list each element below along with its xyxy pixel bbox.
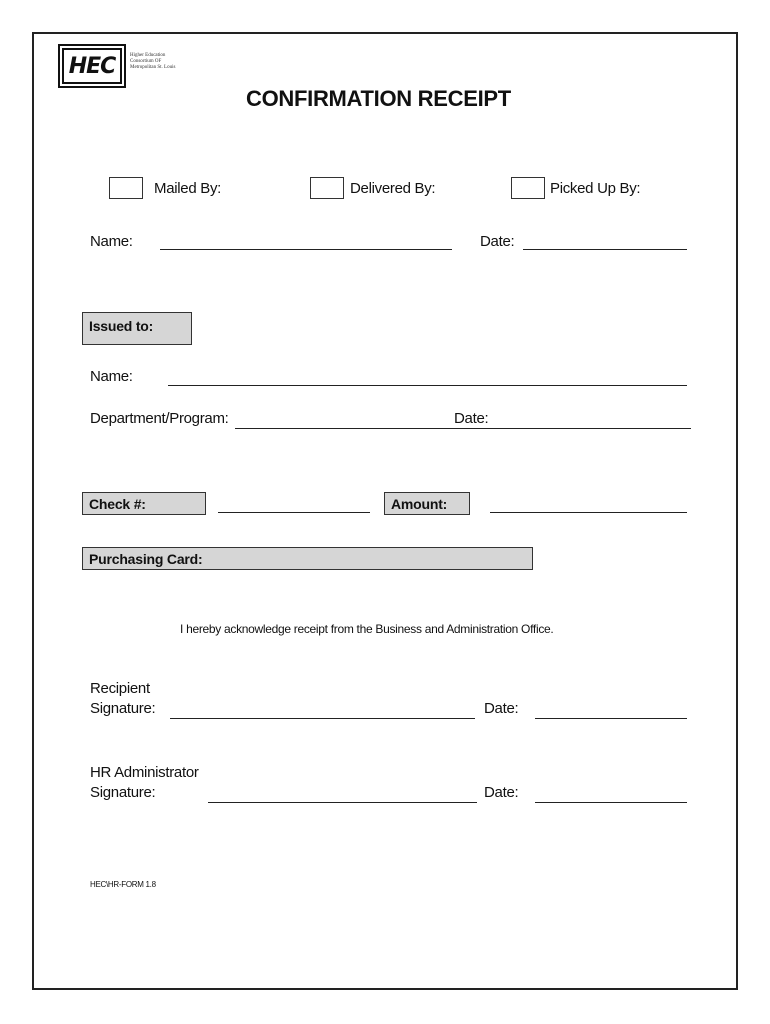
purchasing-card-field[interactable]: Purchasing Card: bbox=[82, 547, 533, 570]
check-number-label: Check #: bbox=[82, 492, 206, 515]
delivered-by-checkbox[interactable] bbox=[310, 177, 344, 199]
recipient-signature-label: Signature: bbox=[90, 700, 156, 717]
recipient-date-label: Date: bbox=[484, 700, 519, 717]
hec-logo bbox=[58, 44, 126, 88]
recipient-label: Recipient bbox=[90, 680, 150, 697]
delivery-name-label: Name: bbox=[90, 233, 133, 250]
issued-to-heading: Issued to: bbox=[82, 312, 192, 345]
hr-date-field[interactable] bbox=[535, 802, 687, 803]
issued-name-field[interactable] bbox=[168, 385, 687, 386]
hr-signature-field[interactable] bbox=[208, 802, 477, 803]
form-id: HEC\HR-FORM 1.8 bbox=[90, 880, 156, 889]
department-label: Department/Program: bbox=[90, 410, 229, 427]
mailed-by-label: Mailed By: bbox=[154, 180, 222, 197]
logo-text: HEC bbox=[68, 53, 116, 79]
page-title: CONFIRMATION RECEIPT bbox=[246, 86, 511, 111]
picked-up-by-checkbox[interactable] bbox=[511, 177, 545, 199]
delivery-date-label: Date: bbox=[480, 233, 515, 250]
delivery-date-field[interactable] bbox=[523, 249, 687, 250]
hr-signature-label: Signature: bbox=[90, 784, 156, 801]
org-name: Higher Education Consortium OF Metropolitan St. Louis bbox=[130, 53, 176, 70]
check-number-field[interactable] bbox=[218, 512, 370, 513]
issued-date-label: Date: bbox=[454, 410, 489, 427]
recipient-signature-field[interactable] bbox=[170, 718, 475, 719]
hr-date-label: Date: bbox=[484, 784, 519, 801]
hr-admin-label: HR Administrator bbox=[90, 764, 199, 781]
department-field[interactable] bbox=[235, 428, 691, 429]
recipient-date-field[interactable] bbox=[535, 718, 687, 719]
picked-up-by-label: Picked Up By: bbox=[550, 180, 641, 197]
amount-label: Amount: bbox=[384, 492, 470, 515]
acknowledgement-text: I hereby acknowledge receipt from the Business and Administration Office. bbox=[180, 622, 554, 636]
delivered-by-label: Delivered By: bbox=[350, 180, 436, 197]
mailed-by-checkbox[interactable] bbox=[109, 177, 143, 199]
delivery-name-field[interactable] bbox=[160, 249, 452, 250]
amount-field[interactable] bbox=[490, 512, 687, 513]
issued-name-label: Name: bbox=[90, 368, 133, 385]
